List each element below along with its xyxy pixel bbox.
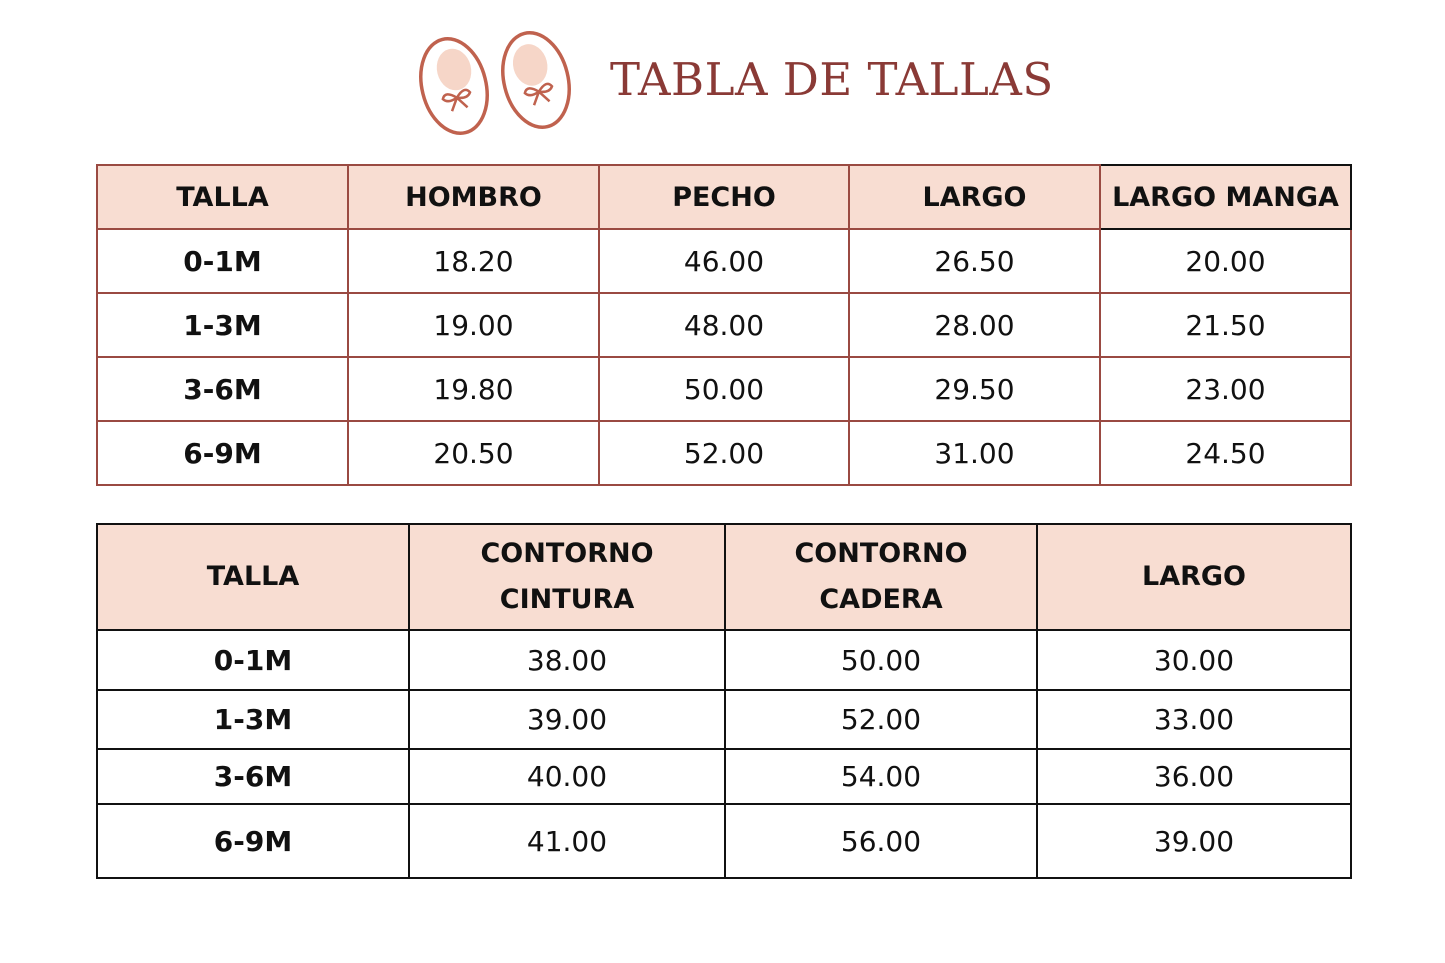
value-cell: 19.80 (348, 357, 599, 421)
header-talla: TALLA (97, 524, 409, 630)
header (0, 0, 1445, 150)
size-cell: 3-6M (97, 749, 409, 804)
table-header-row (97, 524, 1351, 630)
table-row (97, 749, 1351, 804)
value-cell: 20.00 (1100, 229, 1351, 293)
size-cell: 1-3M (97, 690, 409, 749)
table-row (97, 421, 1351, 485)
value-cell: 40.00 (409, 749, 725, 804)
size-table-upper (96, 164, 1352, 486)
table-row (97, 804, 1351, 878)
value-cell: 39.00 (1037, 804, 1351, 878)
value-cell: 21.50 (1100, 293, 1351, 357)
baby-shoes-icon (414, 24, 580, 140)
value-cell: 23.00 (1100, 357, 1351, 421)
value-cell: 56.00 (725, 804, 1037, 878)
value-cell: 36.00 (1037, 749, 1351, 804)
header-hombro: HOMBRO (348, 165, 599, 229)
table-row (97, 690, 1351, 749)
header-contorno-cadera: CONTORNO CADERA (725, 524, 1037, 630)
value-cell: 38.00 (409, 630, 725, 690)
value-cell: 48.00 (599, 293, 849, 357)
table-row (97, 357, 1351, 421)
header-talla: TALLA (97, 165, 348, 229)
value-cell: 30.00 (1037, 630, 1351, 690)
value-cell: 54.00 (725, 749, 1037, 804)
value-cell: 50.00 (725, 630, 1037, 690)
table-row (97, 229, 1351, 293)
value-cell: 52.00 (725, 690, 1037, 749)
value-cell: 24.50 (1100, 421, 1351, 485)
size-cell: 6-9M (97, 421, 348, 485)
table-header-row (97, 165, 1351, 229)
header-largo-manga: LARGO MANGA (1100, 165, 1351, 229)
size-cell: 6-9M (97, 804, 409, 878)
size-cell: 0-1M (97, 630, 409, 690)
size-cell: 0-1M (97, 229, 348, 293)
table-row (97, 630, 1351, 690)
value-cell: 46.00 (599, 229, 849, 293)
value-cell: 28.00 (849, 293, 1100, 357)
value-cell: 20.50 (348, 421, 599, 485)
size-cell: 1-3M (97, 293, 348, 357)
header-largo: LARGO (849, 165, 1100, 229)
header-contorno-cintura: CONTORNO CINTURA (409, 524, 725, 630)
value-cell: 18.20 (348, 229, 599, 293)
header-pecho: PECHO (599, 165, 849, 229)
value-cell: 31.00 (849, 421, 1100, 485)
value-cell: 41.00 (409, 804, 725, 878)
value-cell: 26.50 (849, 229, 1100, 293)
value-cell: 39.00 (409, 690, 725, 749)
value-cell: 33.00 (1037, 690, 1351, 749)
size-table-lower (96, 523, 1352, 879)
value-cell: 52.00 (599, 421, 849, 485)
value-cell: 29.50 (849, 357, 1100, 421)
value-cell: 19.00 (348, 293, 599, 357)
table-row (97, 293, 1351, 357)
value-cell: 50.00 (599, 357, 849, 421)
size-cell: 3-6M (97, 357, 348, 421)
header-largo: LARGO (1037, 524, 1351, 630)
page-title: TABLA DE TALLAS (610, 53, 1054, 106)
